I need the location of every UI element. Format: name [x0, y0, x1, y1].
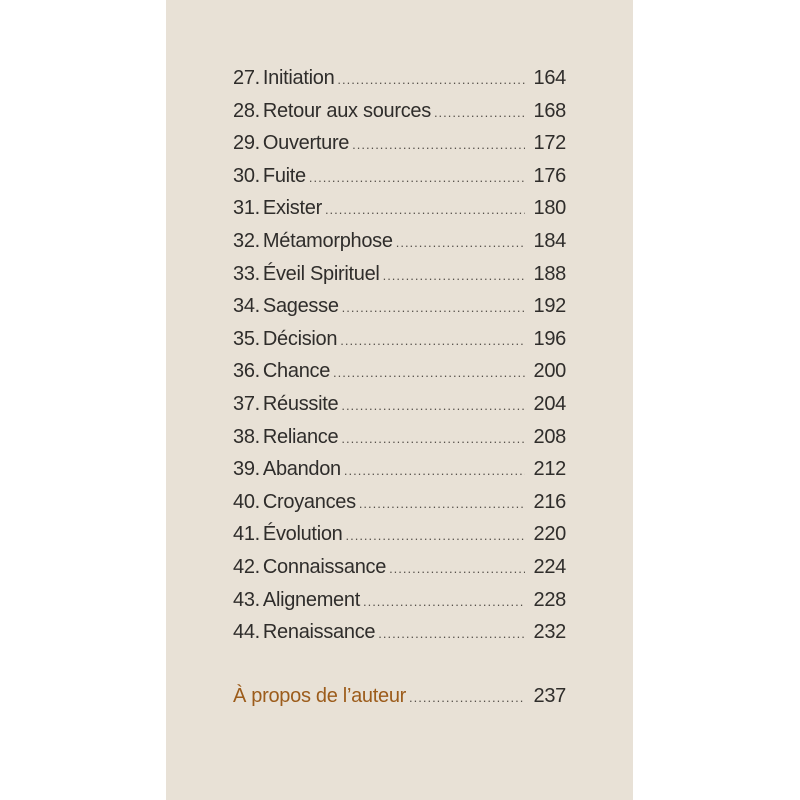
toc-entry[interactable] [233, 426, 566, 459]
dot-leader [359, 496, 525, 511]
toc-entry-number: 43. [233, 588, 260, 611]
toc-entry-title: Éveil Spirituel [262, 262, 380, 285]
dot-leader [333, 365, 525, 380]
toc-entry-page: 228 [533, 588, 566, 611]
toc-entry-page: 224 [533, 555, 566, 578]
toc-entry-title: Alignement [262, 588, 360, 611]
toc-entry[interactable] [233, 100, 566, 133]
toc-entry-number: 32. [233, 229, 260, 252]
toc-entry-title: Évolution [262, 523, 343, 546]
toc-entry-page: 220 [533, 523, 566, 546]
toc-entry-page: 216 [533, 490, 566, 513]
toc-entry[interactable] [233, 589, 566, 622]
dot-leader [409, 690, 525, 705]
toc-entry-page: 164 [533, 67, 566, 89]
dot-leader [325, 202, 525, 217]
toc-entry-number: 34. [233, 295, 260, 318]
toc-entry-title: Croyances [262, 490, 356, 513]
toc-entry-number: 42. [233, 555, 260, 578]
toc-entry-title: Chance [262, 360, 331, 383]
toc-entry[interactable] [233, 523, 566, 556]
toc-entry-page: 168 [533, 99, 566, 122]
toc-entry-number: 35. [233, 327, 260, 350]
toc-entry-number: 27. [233, 67, 260, 89]
toc-entry-title: Reliance [262, 425, 339, 448]
toc-entry-title: À propos de l’auteur [233, 684, 407, 707]
toc-entry[interactable] [233, 328, 566, 361]
dot-leader [345, 528, 525, 543]
toc-entry-page: 237 [533, 684, 566, 707]
toc-entry[interactable] [233, 556, 566, 589]
toc-entry-page: 172 [533, 132, 566, 155]
toc-entry-title: Renaissance [262, 621, 376, 644]
toc-entry-title: Fuite [262, 164, 306, 187]
toc-entry[interactable] [233, 165, 566, 198]
toc-entry-title: Retour aux sources [262, 99, 431, 122]
toc-entry-page: 200 [533, 360, 566, 383]
toc-entry-title: Connaissance [262, 555, 387, 578]
toc-entry-title: Métamorphose [262, 229, 393, 252]
toc-entry[interactable] [233, 295, 566, 328]
toc-entry-page: 208 [533, 425, 566, 448]
toc-entry-number: 39. [233, 458, 260, 481]
dot-leader [396, 235, 525, 250]
toc-entry[interactable] [233, 230, 566, 263]
toc-entry-number: 37. [233, 392, 260, 415]
toc-entry-page: 196 [533, 327, 566, 350]
toc-entry-title: Décision [262, 327, 338, 350]
toc-entry[interactable] [233, 491, 566, 524]
toc-entry-page: 192 [533, 295, 566, 318]
dot-leader [342, 300, 525, 315]
dot-leader [352, 137, 525, 152]
toc-entry-title: Abandon [262, 458, 341, 481]
toc-entry-page: 188 [533, 262, 566, 285]
toc-entry-number: 31. [233, 197, 260, 220]
dot-leader [389, 561, 525, 576]
dot-leader [341, 431, 525, 446]
toc-entry[interactable] [233, 263, 566, 296]
toc-entry-number: 40. [233, 490, 260, 513]
toc-entry-title: Sagesse [262, 295, 339, 318]
toc-entry-number: 38. [233, 425, 260, 448]
toc-entry-page: 184 [533, 229, 566, 252]
toc-entry-number: 28. [233, 99, 260, 122]
toc-entry-page: 204 [533, 392, 566, 415]
book-page [166, 0, 633, 800]
toc-entry[interactable] [233, 197, 566, 230]
toc-entry[interactable] [233, 458, 566, 491]
toc-entry-number: 36. [233, 360, 260, 383]
toc-entry-page: 180 [533, 197, 566, 220]
toc-entry-page: 212 [533, 458, 566, 481]
toc-entry-number: 44. [233, 621, 260, 644]
toc-entry-title: Exister [262, 197, 322, 220]
toc-entry[interactable] [233, 393, 566, 426]
dot-leader [383, 268, 525, 283]
dot-leader [378, 626, 525, 641]
dot-leader [309, 170, 525, 185]
toc-entry-title: Ouverture [262, 132, 350, 155]
toc-entry-about-author[interactable] [233, 685, 566, 718]
toc-entry[interactable] [233, 67, 566, 100]
toc-entry-number: 30. [233, 164, 260, 187]
toc-entry[interactable] [233, 360, 566, 393]
table-of-contents [233, 67, 566, 717]
toc-entry[interactable] [233, 132, 566, 165]
dot-leader [344, 463, 525, 478]
toc-entry-page: 232 [533, 621, 566, 644]
dot-leader [337, 72, 525, 87]
toc-entry-number: 33. [233, 262, 260, 285]
toc-entry-number: 41. [233, 523, 260, 546]
dot-leader [341, 398, 525, 413]
dot-leader [340, 333, 525, 348]
toc-entry-page: 176 [533, 164, 566, 187]
dot-leader [434, 105, 525, 120]
toc-entry-number: 29. [233, 132, 260, 155]
toc-entry-title: Initiation [262, 67, 335, 89]
dot-leader [363, 594, 525, 609]
toc-entry-title: Réussite [262, 392, 339, 415]
toc-entry[interactable] [233, 621, 566, 654]
